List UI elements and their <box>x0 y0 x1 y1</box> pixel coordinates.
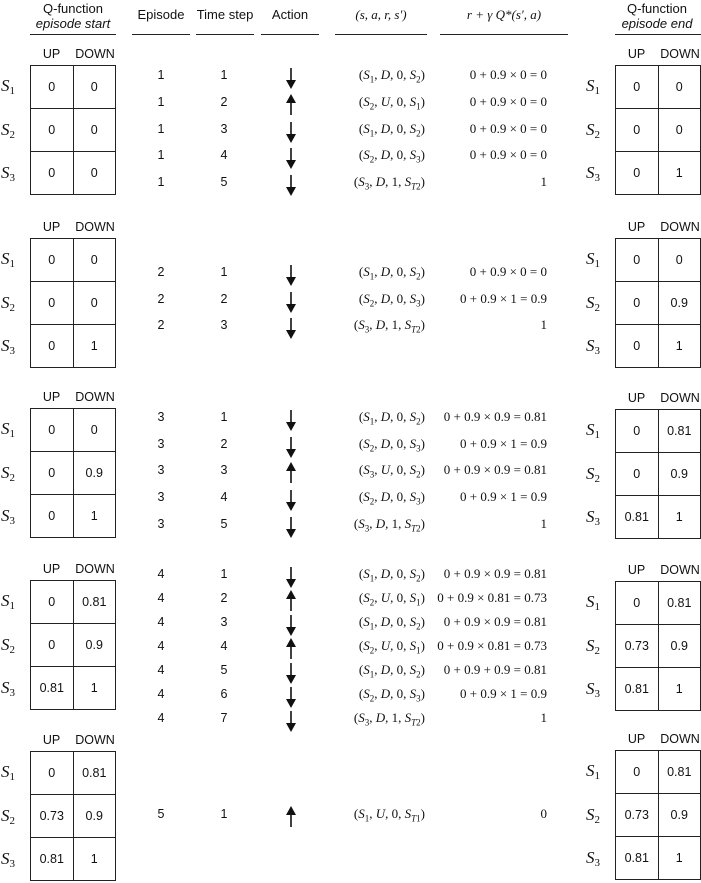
header-rule <box>132 34 190 35</box>
q-row-s3 <box>31 837 115 880</box>
arrow-down-icon <box>284 291 298 313</box>
q-table-grid <box>30 580 116 710</box>
q-value-down: 0.81 <box>658 751 701 793</box>
q-row-s2 <box>31 281 115 324</box>
target-value: 0 + 0.9 × 1 = 0.9 <box>460 489 547 504</box>
state-label-s2: $S_2$ <box>1 805 15 827</box>
arrow-down-icon <box>284 489 298 511</box>
state-label-s2: $S_2$ <box>1 462 15 484</box>
q-value-up: 0 <box>48 509 56 523</box>
column-up-label: UP <box>627 391 646 405</box>
transition-tuple: ($S_2$, U, 0, $S_1$) <box>358 638 425 656</box>
q-value-down: 1 <box>658 496 701 538</box>
column-up-label: UP <box>42 390 61 404</box>
target-value: 0 + 0.9 × 0.9 = 0.81 <box>443 614 547 629</box>
arrow-down-icon <box>284 67 298 89</box>
column-down-label: DOWN <box>660 47 700 61</box>
column-up-label: UP <box>42 562 61 576</box>
arrow-up-icon <box>284 638 298 660</box>
arrow-down-icon <box>284 710 298 732</box>
target-value: 0 + 0.9 × 0.9 = 0.81 <box>443 409 547 424</box>
transition-tuple: ($S_3$, D, 1, $S_{T2}$) <box>353 317 425 335</box>
q-table-start-episode-5 <box>30 733 116 883</box>
q-table-header <box>30 220 116 236</box>
episode-number: 4 <box>157 567 165 581</box>
q-value-down: 0 <box>73 66 116 108</box>
target-value: 1 <box>540 710 547 725</box>
state-label-s1: $S_1$ <box>586 761 600 782</box>
column-down-label: DOWN <box>660 563 700 577</box>
target-value: 0 + 0.9 × 0 = 0 <box>469 67 547 82</box>
header-rule <box>335 34 427 35</box>
q-row-s1 <box>31 66 115 108</box>
state-label-s1: $S_1$ <box>1 76 15 97</box>
state-label-s3: $S_3$ <box>1 678 15 699</box>
q-value-down: 0 <box>73 409 116 451</box>
q-table-header <box>615 47 701 63</box>
q-value-down: 0.9 <box>658 625 701 667</box>
arrow-down-icon <box>284 436 298 458</box>
header-q-start-title: Q-function <box>43 1 103 16</box>
transition-tuple: ($S_1$, D, 0, $S_2$) <box>358 67 425 85</box>
arrow-down-icon <box>284 317 298 339</box>
header-action: Action <box>271 7 309 22</box>
q-row-s3 <box>31 666 115 709</box>
state-label-s2: $S_2$ <box>1 634 15 656</box>
target-value: 1 <box>540 317 547 332</box>
header-time-step: Time step <box>196 7 254 22</box>
column-up-label: UP <box>627 47 646 61</box>
transition-tuple: ($S_1$, D, 0, $S_2$) <box>358 614 425 632</box>
column-down-label: DOWN <box>660 220 700 234</box>
state-label-s2: $S_2$ <box>586 119 600 141</box>
q-value-up: 0 <box>48 423 56 437</box>
arrow-up-icon <box>284 806 298 828</box>
time-step-number: 6 <box>220 687 228 701</box>
time-step-number: 1 <box>220 265 228 279</box>
target-value: 0 + 0.9 × 0 = 0 <box>469 94 547 109</box>
state-label-s1: $S_1$ <box>586 76 600 97</box>
q-value-up: 0 <box>633 765 641 779</box>
q-table-end-episode-2 <box>615 220 701 370</box>
time-step-number: 2 <box>220 292 228 306</box>
q-value-down: 1 <box>73 325 116 367</box>
header-q-start <box>28 1 118 31</box>
episode-number: 4 <box>157 639 165 653</box>
q-value-down: 0.81 <box>658 582 701 624</box>
q-table-end-episode-5 <box>615 732 701 882</box>
arrow-down-icon <box>284 662 298 684</box>
episode-number: 3 <box>157 490 165 504</box>
q-value-down: 0 <box>658 239 701 281</box>
q-table-start-episode-2 <box>30 220 116 370</box>
q-value-down: 1 <box>658 668 701 710</box>
arrow-down-icon <box>284 409 298 431</box>
state-label-s1: $S_1$ <box>586 420 600 441</box>
column-up-label: UP <box>42 47 61 61</box>
episode-number: 3 <box>157 463 165 477</box>
q-row-s3 <box>31 151 115 194</box>
state-label-s3: $S_3$ <box>586 848 600 869</box>
q-value-up: 0.81 <box>624 510 649 524</box>
q-row-s1 <box>616 239 700 281</box>
transition-tuple: ($S_3$, D, 1, $S_{T2}$) <box>353 710 425 728</box>
header-rule <box>196 34 254 35</box>
target-value: 0 + 0.9 × 1 = 0.9 <box>460 291 547 306</box>
transition-tuple: ($S_2$, D, 0, $S_3$) <box>358 489 425 507</box>
q-value-up: 0.73 <box>624 808 649 822</box>
transition-tuple: ($S_2$, D, 0, $S_3$) <box>358 436 425 454</box>
time-step-number: 2 <box>220 437 228 451</box>
q-value-up: 0 <box>48 296 56 310</box>
q-row-s3 <box>616 667 700 710</box>
transition-tuple: ($S_2$, D, 0, $S_3$) <box>358 686 425 704</box>
column-up-label: UP <box>42 733 61 747</box>
column-down-label: DOWN <box>75 390 115 404</box>
q-row-s2 <box>31 794 115 837</box>
q-row-s2 <box>31 108 115 151</box>
q-table-header <box>30 47 116 63</box>
target-value: 1 <box>540 516 547 531</box>
q-value-down: 0 <box>73 109 116 151</box>
target-value: 0 + 0.9 × 1 = 0.9 <box>460 436 547 451</box>
state-label-s2: $S_2$ <box>586 635 600 657</box>
q-table-grid <box>615 409 701 539</box>
q-table-grid <box>30 408 116 538</box>
state-label-s3: $S_3$ <box>1 849 15 870</box>
q-value-down: 0.9 <box>658 453 701 495</box>
state-label-s3: $S_3$ <box>1 163 15 184</box>
target-value: 0 + 0.9 × 0 = 0 <box>469 121 547 136</box>
q-table-start-episode-1 <box>30 47 116 197</box>
header-q-end-subtitle: episode end <box>621 16 693 31</box>
q-table-end-episode-1 <box>615 47 701 197</box>
q-value-up: 0 <box>48 339 56 353</box>
q-row-s3 <box>616 495 700 538</box>
q-value-up: 0 <box>633 296 641 310</box>
target-value: 0 + 0.9 × 0 = 0 <box>469 264 547 279</box>
target-value: 0 + 0.9 × 0.81 = 0.73 <box>437 590 547 605</box>
q-value-down: 0 <box>658 66 701 108</box>
q-table-start-episode-3 <box>30 390 116 540</box>
episode-number: 2 <box>157 292 165 306</box>
q-table-header <box>30 733 116 749</box>
q-value-up: 0 <box>48 253 56 267</box>
q-row-s1 <box>616 751 700 793</box>
q-table-grid <box>615 750 701 880</box>
q-row-s1 <box>616 582 700 624</box>
q-table-header <box>615 563 701 579</box>
episode-number: 1 <box>157 148 165 162</box>
q-value-up: 0.81 <box>624 682 649 696</box>
episode-number: 1 <box>157 122 165 136</box>
q-row-s3 <box>31 494 115 537</box>
q-row-s2 <box>616 793 700 836</box>
state-label-s3: $S_3$ <box>1 506 15 527</box>
time-step-number: 5 <box>220 517 228 531</box>
column-up-label: UP <box>627 732 646 746</box>
q-value-down: 0.81 <box>73 581 116 623</box>
q-value-down: 0 <box>73 152 116 194</box>
q-value-down: 0 <box>73 282 116 324</box>
q-row-s2 <box>31 451 115 494</box>
arrow-down-icon <box>284 516 298 538</box>
q-row-s2 <box>31 623 115 666</box>
episode-number: 4 <box>157 663 165 677</box>
q-value-up: 0 <box>48 766 56 780</box>
episode-number: 2 <box>157 318 165 332</box>
q-value-up: 0 <box>48 466 56 480</box>
header-rule <box>261 34 319 35</box>
q-value-down: 0 <box>658 109 701 151</box>
q-value-down: 1 <box>73 667 116 709</box>
q-table-start-episode-4 <box>30 562 116 712</box>
column-down-label: DOWN <box>660 732 700 746</box>
target-value: 0 + 0.9 + 0.9 = 0.81 <box>443 662 547 677</box>
episode-number: 3 <box>157 517 165 531</box>
state-label-s2: $S_2$ <box>586 804 600 826</box>
q-value-down: 0.9 <box>73 795 116 837</box>
q-value-up: 0.73 <box>39 809 64 823</box>
q-table-header <box>615 220 701 236</box>
q-table-grid <box>30 751 116 881</box>
state-label-s2: $S_2$ <box>1 292 15 314</box>
transition-tuple: ($S_1$, D, 0, $S_2$) <box>358 409 425 427</box>
transition-tuple: ($S_2$, U, 0, $S_1$) <box>358 590 425 608</box>
q-row-s3 <box>616 151 700 194</box>
header-transition: (s, a, r, s′) <box>355 7 407 22</box>
transition-tuple: ($S_1$, U, 0, $S_{T1}$) <box>353 806 425 824</box>
q-table-grid <box>615 238 701 368</box>
arrow-up-icon <box>284 94 298 116</box>
q-value-down: 0.81 <box>73 752 116 794</box>
q-row-s3 <box>616 836 700 879</box>
arrow-down-icon <box>284 174 298 196</box>
q-value-down: 0.9 <box>658 282 701 324</box>
q-value-down: 0.9 <box>73 452 116 494</box>
time-step-number: 2 <box>220 591 228 605</box>
q-value-up: 0.73 <box>624 639 649 653</box>
header-rule <box>615 34 701 35</box>
target-value: 0 + 0.9 × 0.9 = 0.81 <box>443 462 547 477</box>
q-row-s2 <box>616 281 700 324</box>
state-label-s1: $S_1$ <box>586 592 600 613</box>
time-step-number: 1 <box>220 567 228 581</box>
q-value-down: 1 <box>73 495 116 537</box>
q-value-down: 0.81 <box>658 410 701 452</box>
q-row-s3 <box>31 324 115 367</box>
time-step-number: 5 <box>220 175 228 189</box>
q-row-s2 <box>616 624 700 667</box>
q-row-s2 <box>616 452 700 495</box>
arrow-down-icon <box>284 264 298 286</box>
q-value-up: 0 <box>48 595 56 609</box>
time-step-number: 1 <box>220 410 228 424</box>
episode-number: 3 <box>157 437 165 451</box>
arrow-down-icon <box>284 147 298 169</box>
state-label-s2: $S_2$ <box>1 119 15 141</box>
state-label-s2: $S_2$ <box>586 292 600 314</box>
transition-tuple: ($S_2$, D, 0, $S_3$) <box>358 291 425 309</box>
episode-number: 1 <box>157 68 165 82</box>
target-value: 0 + 0.9 × 1 = 0.9 <box>460 686 547 701</box>
arrow-down-icon <box>284 614 298 636</box>
q-row-s2 <box>616 108 700 151</box>
arrow-up-icon <box>284 590 298 612</box>
transition-tuple: ($S_3$, D, 1, $S_{T2}$) <box>353 516 425 534</box>
q-value-down: 0 <box>73 239 116 281</box>
q-value-up: 0 <box>633 467 641 481</box>
state-label-s1: $S_1$ <box>1 762 15 783</box>
arrow-down-icon <box>284 121 298 143</box>
q-table-header <box>30 562 116 578</box>
time-step-number: 5 <box>220 663 228 677</box>
q-value-down: 1 <box>658 325 701 367</box>
q-value-up: 0 <box>633 253 641 267</box>
q-row-s1 <box>31 409 115 451</box>
header-q-end-title: Q-function <box>627 1 687 16</box>
column-up-label: UP <box>627 563 646 577</box>
time-step-number: 3 <box>220 463 228 477</box>
q-value-up: 0 <box>633 339 641 353</box>
header-q-end <box>612 1 701 31</box>
time-step-number: 1 <box>220 807 228 821</box>
transition-tuple: ($S_3$, D, 1, $S_{T2}$) <box>353 174 425 192</box>
state-label-s3: $S_3$ <box>586 336 600 357</box>
time-step-number: 2 <box>220 95 228 109</box>
q-row-s1 <box>31 581 115 623</box>
state-label-s3: $S_3$ <box>586 679 600 700</box>
episode-number: 5 <box>157 807 165 821</box>
q-table-header <box>615 732 701 748</box>
header-rule <box>30 34 116 35</box>
q-value-up: 0 <box>48 166 56 180</box>
target-value: 0 + 0.9 × 0.9 = 0.81 <box>443 566 547 581</box>
state-label-s3: $S_3$ <box>586 507 600 528</box>
state-label-s1: $S_1$ <box>586 249 600 270</box>
column-down-label: DOWN <box>75 220 115 234</box>
state-label-s2: $S_2$ <box>586 463 600 485</box>
q-value-up: 0.81 <box>39 852 64 866</box>
q-row-s1 <box>616 410 700 452</box>
q-table-grid <box>30 238 116 368</box>
q-table-header <box>30 390 116 406</box>
q-value-down: 1 <box>658 837 701 879</box>
q-value-down: 1 <box>73 838 116 880</box>
transition-tuple: ($S_3$, U, 0, $S_2$) <box>358 462 425 480</box>
transition-tuple: ($S_1$, D, 0, $S_2$) <box>358 121 425 139</box>
column-up-label: UP <box>42 220 61 234</box>
q-table-end-episode-3 <box>615 391 701 541</box>
q-value-up: 0 <box>48 638 56 652</box>
episode-number: 4 <box>157 615 165 629</box>
state-label-s3: $S_3$ <box>1 336 15 357</box>
q-value-down: 0.9 <box>73 624 116 666</box>
time-step-number: 3 <box>220 318 228 332</box>
state-label-s1: $S_1$ <box>1 591 15 612</box>
q-row-s3 <box>616 324 700 367</box>
q-table-grid <box>30 65 116 195</box>
target-value: 1 <box>540 174 547 189</box>
time-step-number: 4 <box>220 148 228 162</box>
time-step-number: 4 <box>220 490 228 504</box>
q-value-up: 0 <box>633 166 641 180</box>
q-value-up: 0 <box>48 123 56 137</box>
q-table-header <box>615 391 701 407</box>
time-step-number: 7 <box>220 711 228 725</box>
header-q-start-subtitle: episode start <box>35 16 111 31</box>
q-value-up: 0 <box>633 123 641 137</box>
column-down-label: DOWN <box>75 47 115 61</box>
episode-number: 4 <box>157 711 165 725</box>
transition-tuple: ($S_1$, D, 0, $S_2$) <box>358 662 425 680</box>
state-label-s1: $S_1$ <box>1 419 15 440</box>
time-step-number: 1 <box>220 68 228 82</box>
column-down-label: DOWN <box>75 562 115 576</box>
header-rule <box>440 34 568 35</box>
q-table-grid <box>615 65 701 195</box>
transition-tuple: ($S_1$, D, 0, $S_2$) <box>358 566 425 584</box>
q-value-up: 0.81 <box>39 681 64 695</box>
q-value-up: 0 <box>48 80 56 94</box>
episode-number: 4 <box>157 687 165 701</box>
column-down-label: DOWN <box>660 391 700 405</box>
column-down-label: DOWN <box>75 733 115 747</box>
episode-number: 1 <box>157 95 165 109</box>
q-value-up: 0 <box>633 80 641 94</box>
state-label-s3: $S_3$ <box>586 163 600 184</box>
target-value: 0 + 0.9 × 0.81 = 0.73 <box>437 638 547 653</box>
state-label-s1: $S_1$ <box>1 249 15 270</box>
transition-tuple: ($S_1$, D, 0, $S_2$) <box>358 264 425 282</box>
q-value-up: 0 <box>633 424 641 438</box>
column-up-label: UP <box>627 220 646 234</box>
q-value-down: 0.9 <box>658 794 701 836</box>
episode-number: 4 <box>157 591 165 605</box>
episode-number: 2 <box>157 265 165 279</box>
header-episode: Episode <box>137 7 185 22</box>
episode-number: 3 <box>157 410 165 424</box>
arrow-up-icon <box>284 462 298 484</box>
q-value-up: 0.81 <box>624 851 649 865</box>
time-step-number: 3 <box>220 615 228 629</box>
header-target: r + γ Q*(s′, a) <box>466 7 542 22</box>
arrow-down-icon <box>284 686 298 708</box>
target-value: 0 + 0.9 × 0 = 0 <box>469 147 547 162</box>
target-value: 0 <box>540 806 547 821</box>
q-row-s1 <box>616 66 700 108</box>
time-step-number: 3 <box>220 122 228 136</box>
time-step-number: 4 <box>220 639 228 653</box>
q-value-down: 1 <box>658 152 701 194</box>
episode-number: 1 <box>157 175 165 189</box>
transition-tuple: ($S_2$, U, 0, $S_1$) <box>358 94 425 112</box>
arrow-down-icon <box>284 566 298 588</box>
q-table-grid <box>615 581 701 711</box>
q-table-end-episode-4 <box>615 563 701 713</box>
q-value-up: 0 <box>633 596 641 610</box>
q-row-s1 <box>31 752 115 794</box>
q-row-s1 <box>31 239 115 281</box>
transition-tuple: ($S_2$, D, 0, $S_3$) <box>358 147 425 165</box>
